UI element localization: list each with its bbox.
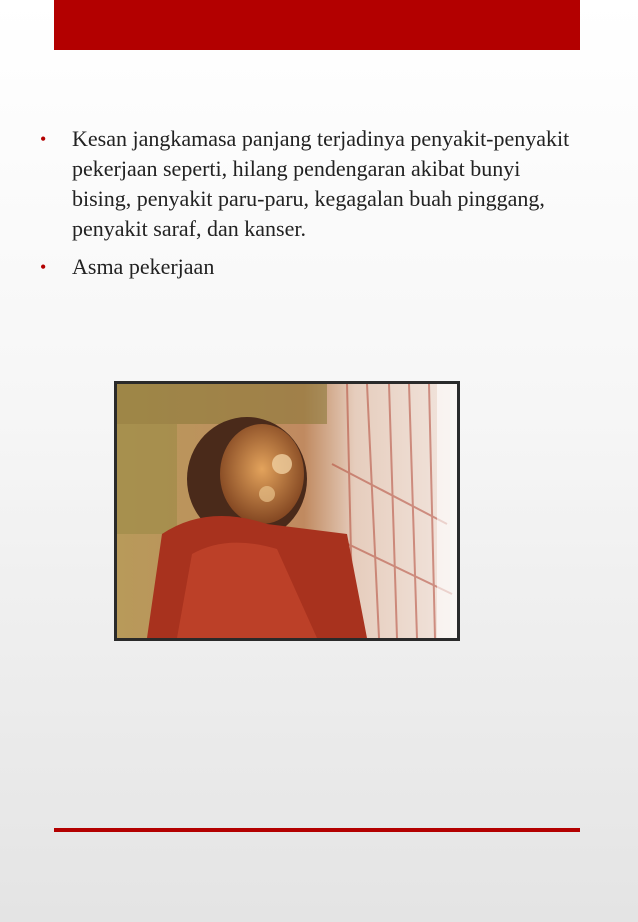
asthma-photo	[114, 381, 460, 641]
bullet-text: Kesan jangkamasa panjang terjadinya penyakit-penyakit pekerjaan seperti, hilang pendengaran akibat bunyi bising, penyakit paru-paru, kegagalan buah pinggang, penyakit saraf, dan kanser.	[72, 126, 570, 241]
bullet-icon: •	[40, 257, 47, 277]
bullet-icon: •	[40, 129, 47, 149]
bullet-list	[40, 124, 580, 290]
top-accent-bar	[54, 0, 580, 50]
photo-icon	[117, 384, 457, 638]
bullet-item-long-term-effects	[40, 124, 580, 244]
bullet-text: Asma pekerjaan	[72, 254, 215, 279]
bullet-item-occupational-asthma	[40, 252, 580, 282]
bottom-accent-rule	[54, 828, 580, 832]
